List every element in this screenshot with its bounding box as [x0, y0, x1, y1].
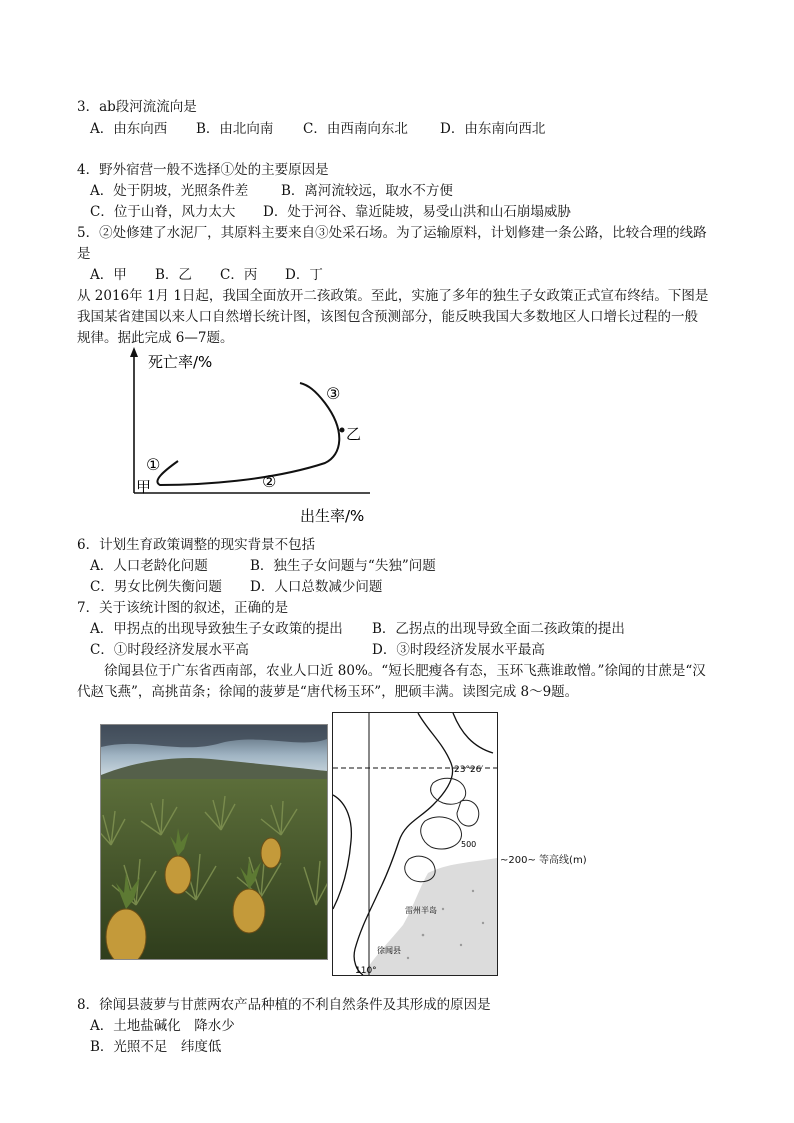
passage2-line2: 代赵飞燕”，高挑苗条；徐闻的菠萝是“唐代杨玉环”，肥硕丰满。读图完成 8～9题。: [77, 684, 579, 700]
passage2-line1: 徐闻县位于广东省西南部，农业人口近 80%。“短长肥瘦各有态，玉环飞燕谁敢憎。”徐闻的甘蔗是“汉: [104, 663, 706, 679]
q5-option-c: C．丙: [220, 267, 258, 283]
q8-option-a: A．土地盐碱化 降水少: [90, 1018, 235, 1034]
contour-legend-sample: ~: [500, 855, 509, 866]
point-jia-label: 甲: [136, 478, 152, 496]
growth-curve: [157, 383, 339, 485]
population-graph: [120, 345, 390, 530]
q7-stem: 7．关于该统计图的叙述，正确的是: [77, 600, 289, 616]
point-yi-dot: [340, 428, 345, 433]
peninsula-label: 雷州半岛: [405, 906, 437, 915]
longitude-label: 110°: [355, 966, 377, 975]
q5-option-d: D．丁: [285, 267, 323, 283]
y-axis-arrow: [130, 347, 138, 357]
q5-stem-line1: 5．②处修建了水泥厂，其原料主要来自③处采石场。为了运输原料，计划修建一条公路，比较合理的线路: [77, 225, 707, 241]
q8-option-b: B．光照不足 纬度低: [90, 1039, 222, 1055]
q6-option-b: B．独生子女问题与“失独”问题: [250, 558, 436, 574]
period-2-marker: ②: [262, 472, 277, 491]
period-3-marker: ③: [326, 384, 341, 403]
x-axis-label: 出生率/%: [300, 507, 365, 525]
q7-option-b: B．乙拐点的出现导致全面二孩政策的提出: [372, 621, 625, 637]
q3-stem: 3．ab段河流流向是: [77, 99, 197, 115]
q6-option-c: C．男女比例失衡问题: [90, 579, 222, 595]
period-1-marker: ①: [146, 455, 161, 474]
xuwen-map: [332, 712, 498, 976]
q5-stem-line2: 是: [77, 246, 91, 262]
q7-option-c: C．①时段经济发展水平高: [90, 642, 249, 658]
contour-legend-value: 200: [508, 855, 528, 866]
passage1-line1: 从 2016年 1月 1日起，我国全面放开二孩政策。至此，实施了多年的独生子女政策正式宣布终结。下图是: [77, 288, 709, 304]
q3-option-c: C．由西南向东北: [303, 121, 408, 137]
contour-legend: [500, 852, 587, 870]
q4-option-b: B．离河流较远，取水不方便: [281, 183, 453, 199]
q8-stem: 8．徐闻县菠萝与甘蔗两农产品种植的不利自然条件及其形成的原因是: [77, 997, 491, 1013]
q3-option-d: D．由东南向西北: [440, 121, 546, 137]
q6-option-a: A．人口老龄化问题: [90, 558, 208, 574]
q4-option-a: A．处于阴坡，光照条件差: [90, 183, 249, 199]
q4-option-c: C．位于山脊，风力太大: [90, 204, 236, 220]
point-yi-label: 乙: [346, 425, 362, 443]
contour-legend-label: 等高线(m): [539, 855, 587, 866]
county-label: 徐闻县: [377, 946, 401, 955]
contour-legend-sample-tail: ~: [527, 855, 540, 866]
passage1-line3: 规律。据此完成 6—7题。: [77, 330, 234, 346]
q3-option-a: A．由东向西: [90, 121, 168, 137]
contour-500-label: 500: [461, 840, 477, 849]
q5-option-a: A．甲: [90, 267, 127, 283]
q7-option-a: A．甲拐点的出现导致独生子女政策的提出: [90, 621, 343, 637]
y-axis-label: 死亡率/%: [148, 353, 213, 371]
latitude-label: 23°26′: [454, 765, 484, 775]
q3-option-b: B．由北向南: [196, 121, 274, 137]
q7-option-d: D．③时段经济发展水平最高: [372, 642, 545, 658]
q4-option-d: D．处于河谷、靠近陡坡，易受山洪和山石崩塌威胁: [263, 204, 571, 220]
q4-stem: 4．野外宿营一般不选择①处的主要原因是: [77, 162, 329, 178]
q5-option-b: B．乙: [155, 267, 192, 283]
q6-stem: 6．计划生育政策调整的现实背景不包括: [77, 537, 316, 553]
q6-option-d: D．人口总数减少问题: [250, 579, 383, 595]
passage1-line2: 我国某省建国以来人口自然增长统计图，该图包含预测部分，能反映我国大多数地区人口增长过程的一般: [77, 309, 698, 325]
pineapple-field-photo: [100, 724, 328, 960]
